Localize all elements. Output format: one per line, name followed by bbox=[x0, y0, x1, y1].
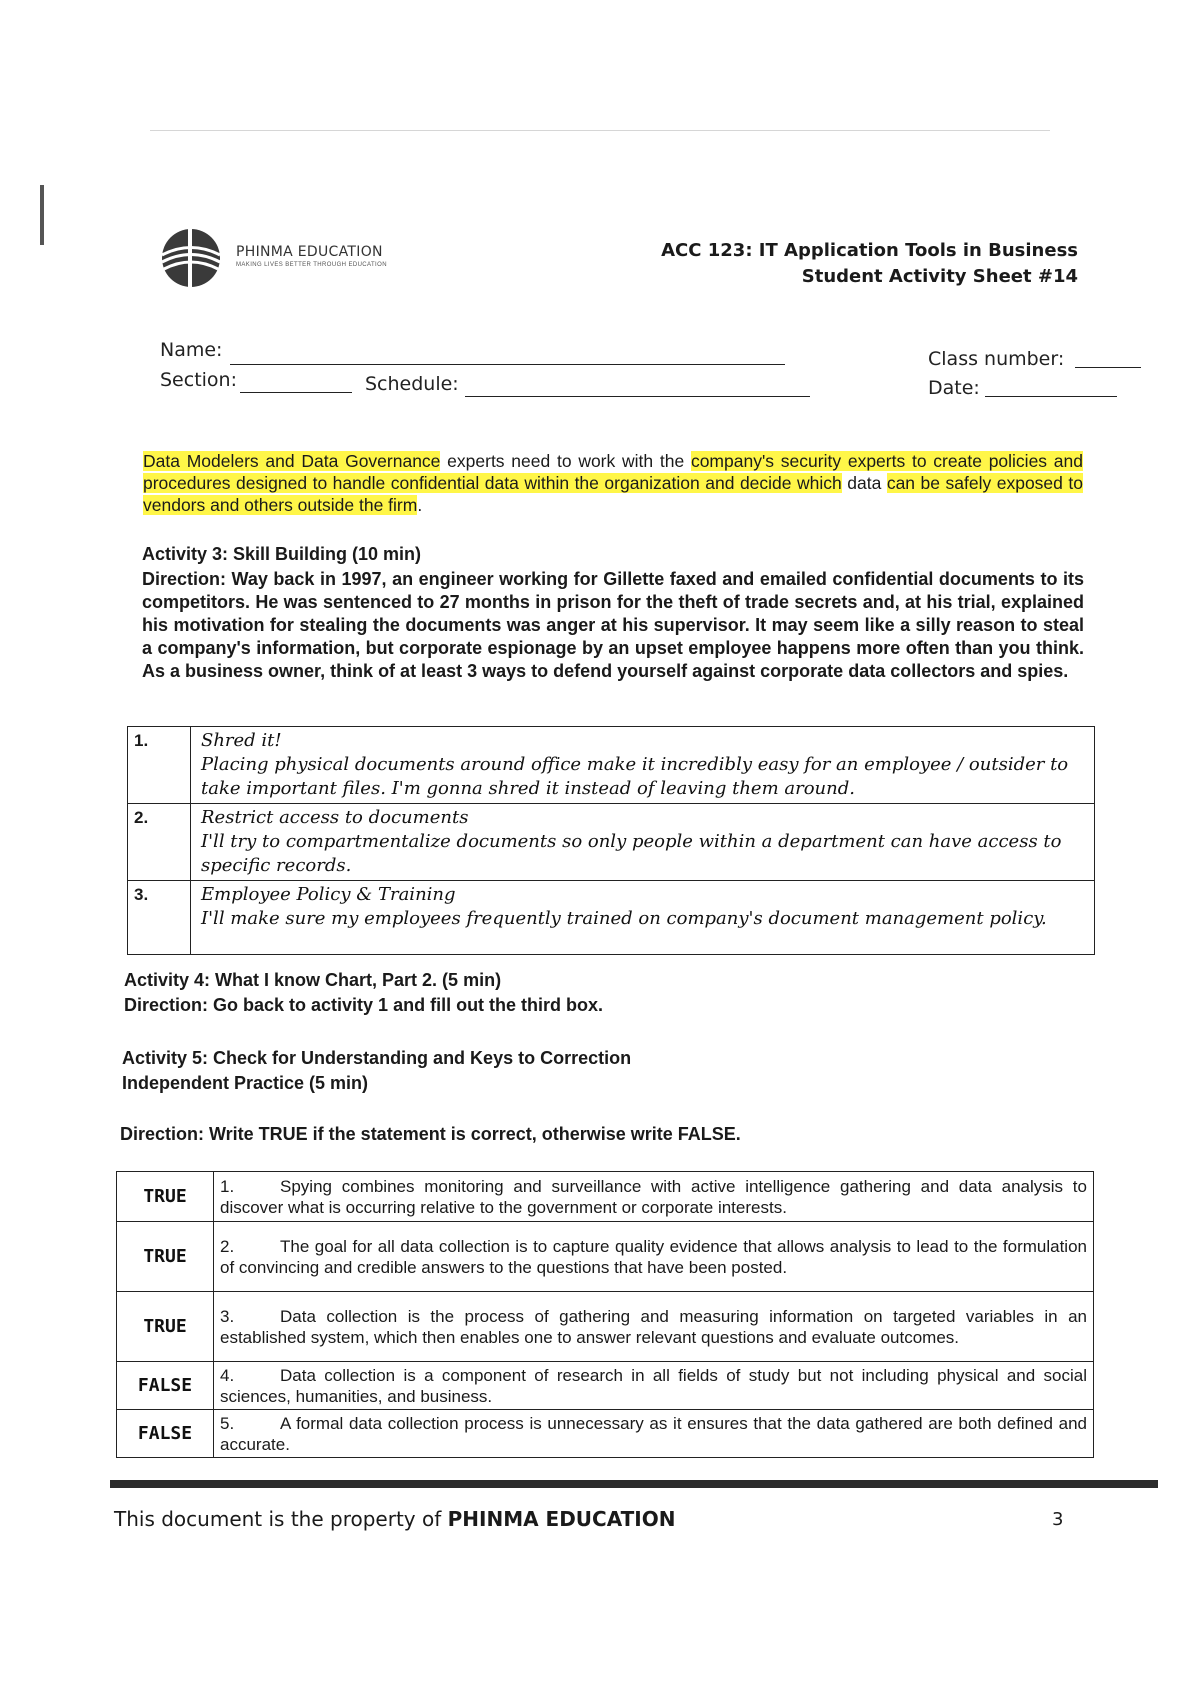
answer-row bbox=[128, 804, 1095, 881]
activity4-direction: Direction: Go back to activity 1 and fill out the third box. bbox=[124, 995, 604, 1015]
row-number: 3. bbox=[128, 881, 191, 955]
activity3-direction: Direction: Way back in 1997, an engineer working for Gillette faxed and emailed confidential documents to its competitors. He was sentenced to 27 months in prison for the theft of trade secrets and, at his trial, explained his motivation for stealing the documents was anger at his supervisor. It may seem like a silly reason to steal a company's information, but corporate espionage by an upset employee happens more often than you think. As a business owner, think of at least 3 ways to defend yourself against corporate data collectors and spies. bbox=[142, 569, 1084, 681]
activity3-title: Activity 3: Skill Building (10 min) bbox=[142, 544, 422, 564]
answer-heading: Shred it! bbox=[201, 730, 282, 751]
answer-cell[interactable]: FALSE bbox=[117, 1410, 214, 1458]
activity4-title: Activity 4: What I know Chart, Part 2. (5 min) bbox=[124, 970, 502, 990]
answer-text: I'll try to compartmentalize documents so only people within a department can have access to specific records. bbox=[201, 831, 1062, 876]
statement-text: The goal for all data collection is to capture quality evidence that allows analysis to lead to the formulation of convincing and credible answers to the questions that have been posted. bbox=[220, 1236, 1087, 1277]
statement-cell bbox=[214, 1410, 1094, 1458]
statement-number: 1. bbox=[220, 1176, 235, 1196]
statement-number: 3. bbox=[220, 1306, 235, 1326]
sheet-title: Student Activity Sheet #14 bbox=[801, 266, 1078, 287]
logo-icon bbox=[158, 225, 230, 291]
logo-name: PHINMA EDUCATION bbox=[236, 244, 383, 260]
tf-row bbox=[117, 1222, 1094, 1292]
footer-brand: PHINMA EDUCATION bbox=[447, 1507, 676, 1531]
answer-cell[interactable]: FALSE bbox=[117, 1362, 214, 1410]
answer-cell[interactable]: TRUE bbox=[117, 1172, 214, 1222]
statement-cell bbox=[214, 1292, 1094, 1362]
name-field[interactable] bbox=[230, 364, 785, 365]
handwritten-answer[interactable] bbox=[191, 727, 1095, 804]
statement-number: 2. bbox=[220, 1236, 235, 1256]
date-field[interactable] bbox=[985, 396, 1117, 397]
statement-number: 5. bbox=[220, 1413, 235, 1433]
highlight-safely-exposed: can be safely exposed to vendors and others outside the firm bbox=[143, 473, 1083, 515]
activity5-title: Activity 5: Check for Understanding and Keys to Correction bbox=[122, 1048, 632, 1068]
class-number-field[interactable] bbox=[1075, 367, 1141, 368]
statement-cell bbox=[214, 1362, 1094, 1410]
activity3-answer-table bbox=[127, 726, 1095, 955]
answer-cell[interactable]: TRUE bbox=[117, 1222, 214, 1292]
tf-row bbox=[117, 1362, 1094, 1410]
answer-text: I'll make sure my employees frequently trained on company's document management policy. bbox=[201, 908, 1047, 929]
row-number: 2. bbox=[128, 804, 191, 881]
name-label: Name: bbox=[160, 339, 223, 361]
statement-cell bbox=[214, 1172, 1094, 1222]
handwritten-answer[interactable] bbox=[191, 881, 1095, 955]
handwritten-answer[interactable] bbox=[191, 804, 1095, 881]
scan-edge-mark bbox=[40, 185, 44, 245]
statement-text: Data collection is the process of gathering and measuring information on targeted variables in an established system, which then enables one to answer relevant questions and evaluate outcomes. bbox=[220, 1306, 1087, 1347]
phinma-logo bbox=[158, 225, 230, 296]
statement-text: Data collection is a component of research in all fields of study but not including physical and social sciences, humanities, and business. bbox=[220, 1365, 1087, 1406]
date-label: Date: bbox=[928, 377, 980, 399]
class-number-label: Class number: bbox=[928, 348, 1065, 370]
schedule-field[interactable] bbox=[465, 396, 810, 397]
activity5-direction: Direction: Write TRUE if the statement is correct, otherwise write FALSE. bbox=[120, 1124, 741, 1144]
answer-heading: Restrict access to documents bbox=[201, 807, 469, 828]
logo-tagline: MAKING LIVES BETTER THROUGH EDUCATION bbox=[236, 262, 387, 268]
row-number: 1. bbox=[128, 727, 191, 804]
page-number: 3 bbox=[1052, 1509, 1064, 1530]
tf-row bbox=[117, 1292, 1094, 1362]
highlight-security-experts: company's security experts to create policies and procedures designed to handle confidential data within the organization and decide which bbox=[143, 451, 1083, 493]
answer-text: Placing physical documents around office make it incredibly easy for an employee / outsider to take important files. I'm gonna shred it instead of leaving them around. bbox=[201, 754, 1069, 799]
statement-number: 4. bbox=[220, 1365, 235, 1385]
answer-heading: Employee Policy & Training bbox=[201, 884, 456, 905]
course-title: ACC 123: IT Application Tools in Business bbox=[661, 240, 1078, 261]
section-label: Section: bbox=[160, 369, 237, 391]
footer-rule bbox=[110, 1480, 1158, 1488]
answer-row bbox=[128, 881, 1095, 955]
true-false-table bbox=[116, 1171, 1094, 1458]
answer-cell[interactable]: TRUE bbox=[117, 1292, 214, 1362]
statement-text: Spying combines monitoring and surveillance with active intelligence gathering and data analysis to discover what is occurring relative to the government or corporate interests. bbox=[220, 1176, 1087, 1217]
activity5-subtitle: Independent Practice (5 min) bbox=[122, 1073, 369, 1093]
statement-text: A formal data collection process is unnecessary as it ensures that the data gathered are both defined and accurate. bbox=[220, 1413, 1087, 1454]
statement-cell bbox=[214, 1222, 1094, 1292]
section-field[interactable] bbox=[240, 392, 352, 393]
tf-row bbox=[117, 1410, 1094, 1458]
intro-paragraph: Data Modelers and Data Governance experts need to work with the company's security experts to create policies and procedures designed to handle confidential data within the organization and decide which data can be safely exposed to vendors and others outside the firm. bbox=[143, 451, 1083, 515]
answer-row bbox=[128, 727, 1095, 804]
highlight-data-modelers: Data Modelers and Data Governance bbox=[143, 451, 441, 471]
schedule-label: Schedule: bbox=[365, 373, 459, 395]
scan-artifact-line bbox=[150, 130, 1050, 131]
tf-row bbox=[117, 1172, 1094, 1222]
footer-text: This document is the property of PHINMA EDUCATION bbox=[114, 1507, 676, 1531]
